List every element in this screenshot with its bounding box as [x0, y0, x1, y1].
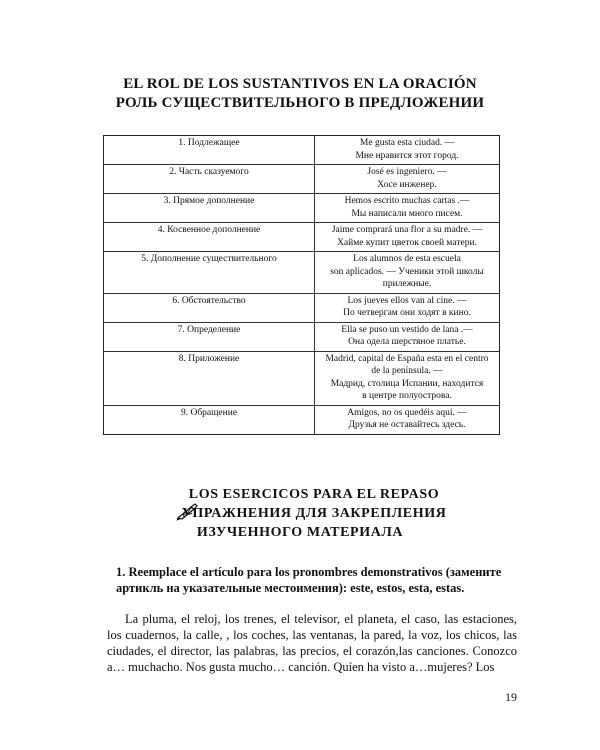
title-russian: РОЛЬ СУЩЕСТВИТЕЛЬНОГО В ПРЕДЛОЖЕНИИ — [115, 95, 485, 111]
example-line: Hemos escrito muchas cartas .— — [344, 196, 470, 206]
exercise-body — [107, 611, 517, 675]
example-line: прилежные. — [382, 279, 432, 289]
example-cell — [315, 293, 500, 322]
table-row — [104, 136, 500, 165]
role-cell: 5. Дополнение существительного — [104, 252, 315, 294]
example-line: Los alumnos de esta escuela — [353, 254, 461, 264]
example-line: son aplicados. — Ученики этой школы — [330, 266, 484, 277]
example-cell — [315, 136, 500, 165]
roles-table — [103, 135, 500, 435]
role-cell: 6. Обстоятельство — [104, 293, 315, 322]
example-line: Jaime comprará una flor a su madre. — — [331, 225, 483, 235]
example-line: в центре полуострова. — [362, 391, 452, 401]
title-spanish: EL ROL DE LOS SUSTANTIVOS EN LA ORACIÓN — [123, 76, 477, 92]
example-line: Она одела шерстяное платье. — [348, 337, 466, 347]
example-line: По четвергам они ходят в кино. — [343, 308, 471, 318]
table-row — [104, 322, 500, 351]
page-number: 19 — [505, 690, 517, 704]
section-title-es: LOS ESERCICOS PARA EL REPASO — [188, 487, 440, 502]
example-line: de la península. — — [371, 366, 443, 376]
table-row — [104, 293, 500, 322]
table-row — [104, 194, 500, 223]
example-line: Мадрид, столица Испании, находится — [330, 378, 484, 389]
exercise-heading: 1. Reemplace el artículo para los pronombres demonstrativos (замените артикль на указательные местоимения): este, estos, esta, estas. — [116, 565, 502, 595]
role-cell: 4. Косвенное дополнение — [104, 223, 315, 252]
example-line: Хосе инженер. — [377, 179, 437, 190]
table-row — [104, 351, 500, 405]
section-title-ru-2: ИЗУЧЕННОГО МАТЕРИАЛА — [196, 525, 404, 540]
example-line: Me gusta esta ciudad. — — [359, 138, 455, 148]
table-row — [104, 165, 500, 194]
example-cell — [315, 165, 500, 194]
example-cell — [315, 223, 500, 252]
role-cell: 7. Определение — [104, 322, 315, 351]
example-cell — [315, 322, 500, 351]
example-line: Хайме купит цветок своей матери. — [337, 237, 477, 248]
example-line: Amigos, no os quedéis aquí. — — [347, 407, 467, 418]
example-line: Мне нравится этот город. — [355, 150, 459, 161]
role-cell: 9. Обращение — [104, 405, 315, 434]
example-line: Madrid, capital de España esta en el centro — [325, 353, 489, 364]
table-row — [104, 252, 500, 294]
role-cell: 8. Приложение — [104, 351, 315, 405]
exercise-text: La pluma, el reloj, los trenes, el televisor, el planeta, el caso, las estaciones, los cuadernos, la calle, , los coches, las ventanas, la pared, la voz, los chicos, las ciudades, el director, las palabras, las precios, el corazón,las canciones. Conozco a… muchacho. Nos gusta mucho… canción. Quíen ha visto a…mujeres? Los — [107, 612, 517, 674]
table-row — [104, 405, 500, 434]
example-line: Мы написали много писем. — [351, 208, 463, 219]
section-title-ru-1: УПРАЖНЕНИЯ ДЛЯ ЗАКРЕПЛЕНИЯ — [181, 506, 447, 521]
table-row — [104, 223, 500, 252]
example-cell — [315, 351, 500, 405]
role-cell: 3. Прямое дополнение — [104, 194, 315, 223]
example-line: Los jueves ellos van al cine. — — [347, 295, 467, 306]
role-cell: 2. Часть сказуемого — [104, 165, 315, 194]
example-line: José es ingeniero. — — [367, 167, 447, 177]
example-cell — [315, 405, 500, 434]
example-line: Ella se puso un vestido de lana .— — [341, 324, 473, 335]
example-cell — [315, 252, 500, 294]
example-line: Друзья не оставайтесь здесь. — [348, 420, 466, 430]
role-cell: 1. Подлежащее — [104, 136, 315, 165]
example-cell — [315, 194, 500, 223]
